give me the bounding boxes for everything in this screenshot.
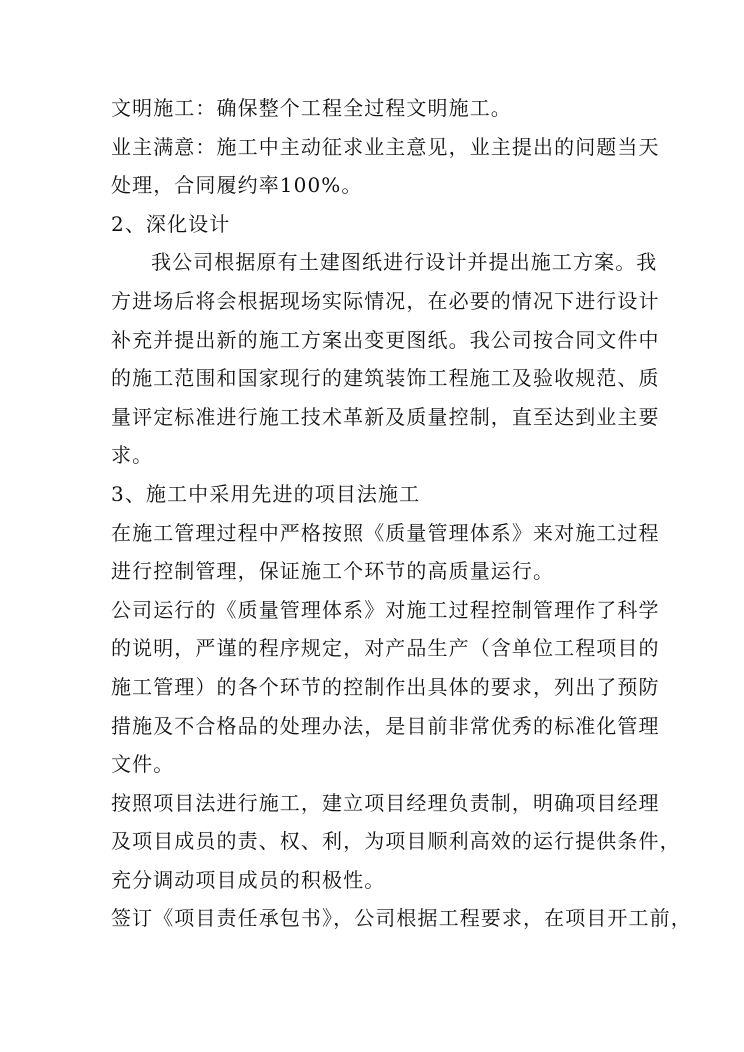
paragraph-quality-system-line-2: 进行控制管理，保证施工个环节的高质量运行。: [111, 559, 555, 584]
paragraph-company-system-line-4: 措施及不合格品的处理办法，是目前非常优秀的标准化管理: [111, 713, 660, 738]
paragraph-company-system-line-3: 施工管理）的各个环节的控制作出具体的要求，列出了预防: [111, 674, 660, 699]
section-heading-deepen-design: 2、深化设计: [111, 211, 231, 236]
paragraph-company-system-line-5: 文件。: [111, 752, 175, 777]
paragraph-design-line-3: 补充并提出新的施工方案出变更图纸。我公司按合同文件中: [111, 327, 660, 352]
paragraph-design-line-6: 求。: [111, 443, 154, 468]
paragraph-contract-line-1: 签订《项目责任承包书》，公司根据工程要求，在项目开工前，: [111, 906, 692, 931]
section-heading-project-method: 3、施工中采用先进的项目法施工: [111, 481, 421, 506]
paragraph-design-line-2: 方进场后将会根据现场实际情况，在必要的情况下进行设计: [111, 288, 660, 313]
body-text: [111, 89, 692, 938]
paragraph-project-manager-line-1: 按照项目法进行施工，建立项目经理负责制，明确项目经理: [111, 790, 660, 815]
paragraph-design-line-5: 量评定标准进行施工技术革新及质量控制，直至达到业主要: [111, 404, 660, 429]
paragraph-owner-satisfaction-line-2: 处理，合同履约率100%。: [111, 173, 363, 198]
paragraph-project-manager-line-2: 及项目成员的责、权、利，为项目顺利高效的运行提供条件，: [111, 829, 681, 854]
paragraph-civilized-construction: 文明施工：确保整个工程全过程文明施工。: [111, 96, 512, 120]
paragraph-owner-satisfaction-line-1: 业主满意：施工中主动征求业主意见，业主提出的问题当天: [111, 134, 660, 159]
paragraph-project-manager-line-3: 充分调动项目成员的积极性。: [111, 867, 386, 892]
paragraph-design-line-4: 的施工范围和国家现行的建筑装饰工程施工及验收规范、质: [111, 366, 660, 391]
paragraph-design-line-1: 我公司根据原有土建图纸进行设计并提出施工方案。我: [151, 250, 658, 275]
paragraph-company-system-line-1: 公司运行的《质量管理体系》对施工过程控制管理作了科学: [111, 597, 660, 622]
paragraph-quality-system-line-1: 在施工管理过程中严格按照《质量管理体系》来对施工过程: [111, 520, 660, 545]
paragraph-company-system-line-2: 的说明，严谨的程序规定，对产品生产（含单位工程项目的: [111, 636, 660, 661]
